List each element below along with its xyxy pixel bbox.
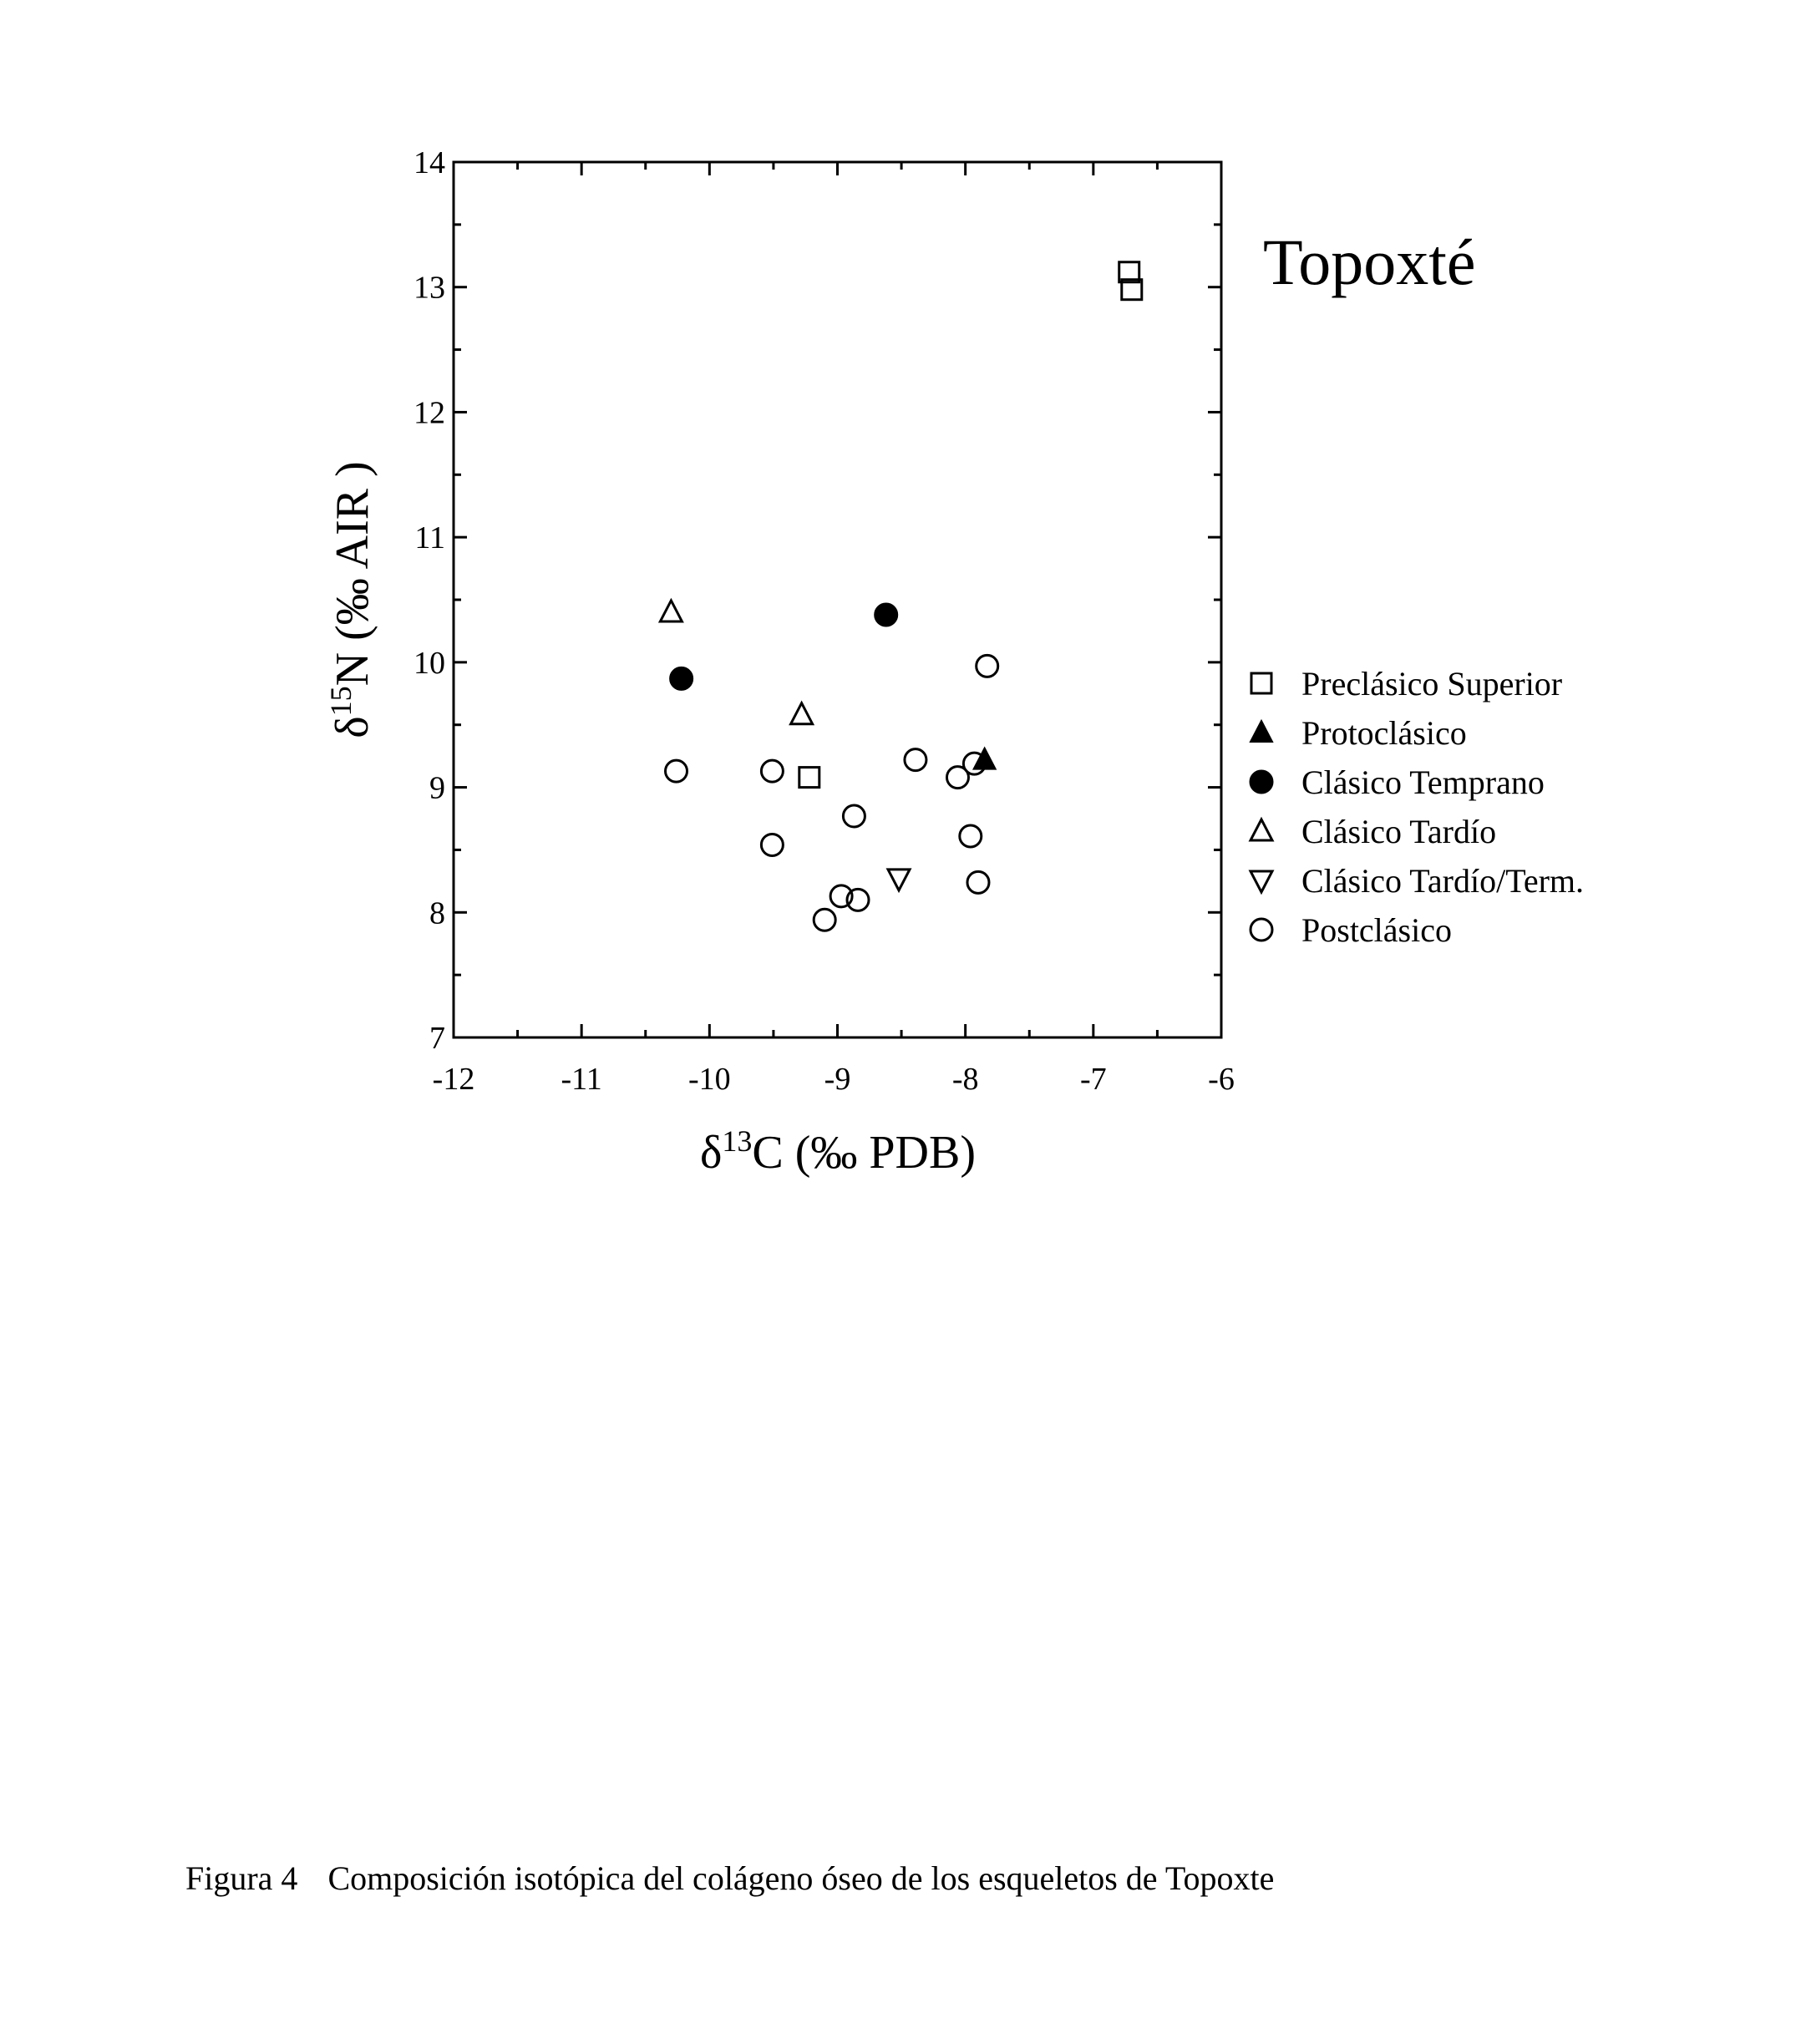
- y-tick-label: 10: [413, 645, 445, 681]
- data-point: [670, 667, 693, 690]
- legend-marker: [1251, 919, 1272, 941]
- data-point: [888, 870, 910, 890]
- data-point: [791, 703, 813, 724]
- y-tick-label: 7: [429, 1021, 445, 1056]
- y-tick-labels: [413, 145, 445, 1056]
- data-point: [875, 603, 898, 626]
- x-tick-label: -9: [824, 1062, 851, 1097]
- x-axis-title: $\delta^{13}C$ (‰ PDB): [700, 1124, 976, 1179]
- legend-marker: [1251, 673, 1271, 693]
- legend: [1250, 665, 1584, 949]
- data-point: [967, 871, 989, 893]
- figure-number: Figura 4: [185, 1859, 298, 1897]
- legend-marker: [1251, 871, 1272, 892]
- data-point: [660, 601, 682, 621]
- data-point: [946, 767, 968, 789]
- data-point: [814, 909, 835, 931]
- data-point: [843, 805, 865, 827]
- data-point: [761, 760, 783, 782]
- y-tick-label: 11: [414, 520, 445, 556]
- data-point: [799, 768, 819, 788]
- y-tick-label: 12: [413, 395, 445, 431]
- x-tick-label: -6: [1208, 1062, 1235, 1097]
- x-tick-label: -8: [951, 1062, 979, 1097]
- data-point: [666, 760, 687, 782]
- legend-label: Clásico Temprano: [1301, 763, 1545, 801]
- x-tick-label: -12: [432, 1062, 475, 1097]
- data-point: [905, 749, 926, 771]
- chart-title: Topoxté: [1263, 226, 1476, 298]
- legend-label: Postclásico: [1301, 911, 1452, 949]
- y-tick-label: 9: [429, 770, 445, 806]
- legend-label: Clásico Tardío/Term.: [1301, 862, 1585, 900]
- figure-caption: [185, 1859, 1274, 1898]
- data-point: [960, 825, 982, 847]
- legend-marker: [1251, 819, 1272, 840]
- legend-label: Preclásico Superior: [1301, 665, 1563, 702]
- x-tick-labels: [433, 1062, 1235, 1097]
- data-points: [660, 262, 1141, 931]
- y-tick-label: 8: [429, 895, 445, 931]
- y-axis-title: $\delta^{15}N$ (‰ AIR ): [324, 461, 378, 738]
- caption-text: Composición isotópica del colágeno óseo de los esqueletos de Topoxte: [327, 1859, 1275, 1897]
- x-tick-label: -11: [561, 1062, 602, 1097]
- y-tick-label: 13: [413, 270, 445, 306]
- x-tick-label: -10: [688, 1062, 731, 1097]
- x-tick-label: -7: [1080, 1062, 1107, 1097]
- legend-label: Clásico Tardío: [1301, 813, 1497, 850]
- legend-marker: [1251, 721, 1272, 742]
- data-point: [977, 655, 998, 677]
- legend-marker: [1250, 770, 1273, 794]
- data-point: [761, 834, 783, 855]
- legend-label: Protoclásico: [1301, 714, 1467, 752]
- y-tick-label: 14: [413, 145, 445, 180]
